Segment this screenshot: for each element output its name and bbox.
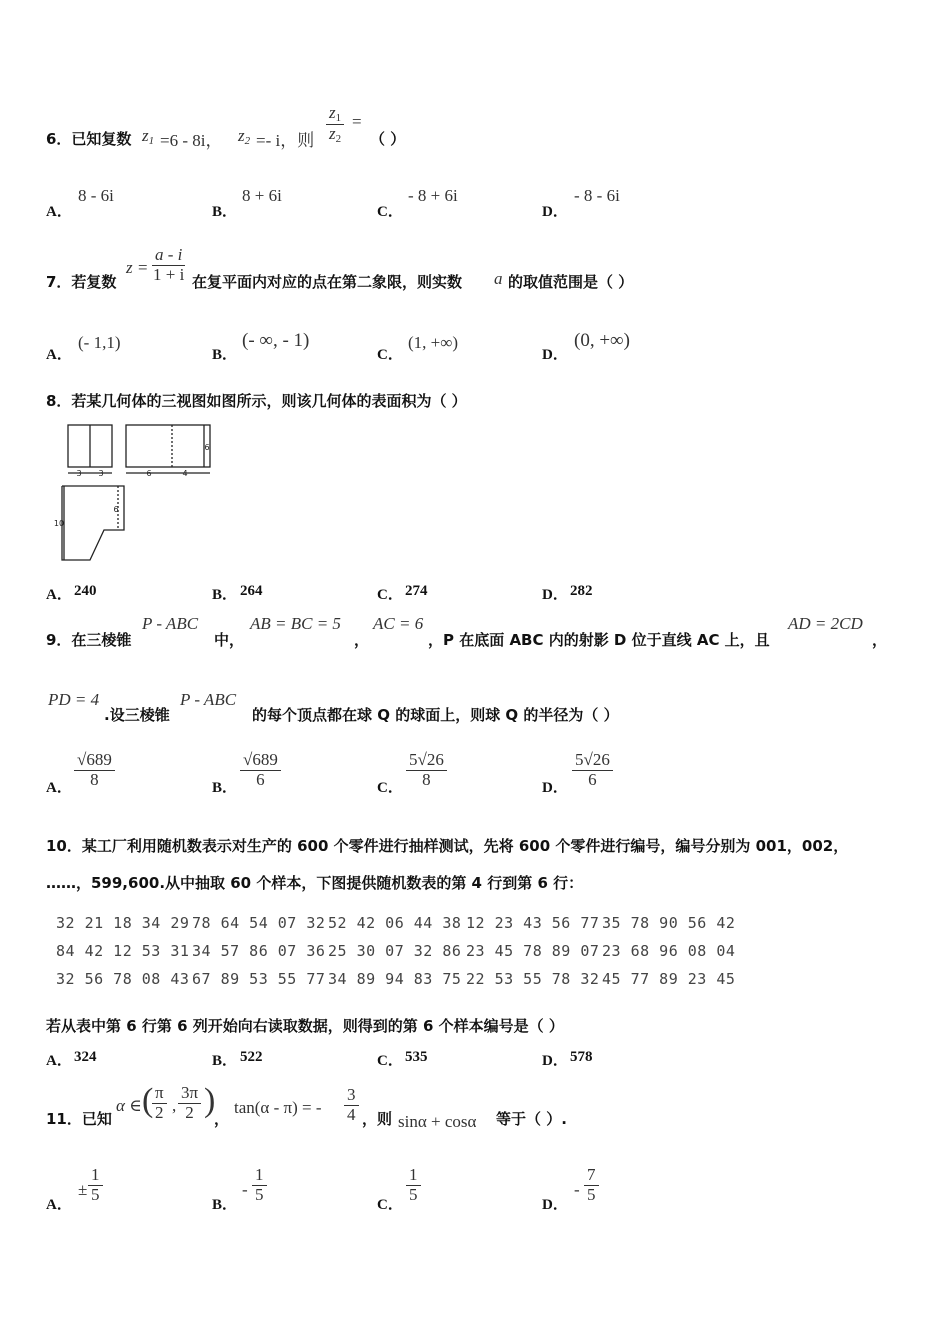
rand-r2-c5: 23 68 96 08 04 xyxy=(602,942,736,960)
q8-option-a-value[interactable]: 240 xyxy=(74,583,97,599)
top-view xyxy=(62,486,124,560)
rand-r2-c2: 34 57 86 07 36 xyxy=(192,942,326,960)
q6-stem-b: （ ） xyxy=(370,130,406,148)
q9-stem-d: 的每个顶点都在球 Q 的球面上，则球 Q 的半径为（ ） xyxy=(252,706,619,724)
q7-stem-c: 的取值范围是（ ） xyxy=(508,273,634,291)
q9-b-den: 6 xyxy=(256,769,265,789)
q9-stem-b: ，P 在底面 ABC 内的射影 D 位于直线 AC 上，且 xyxy=(428,631,770,649)
q11-3pi2 xyxy=(178,1084,201,1122)
dim-3-b: 3 xyxy=(98,469,104,478)
q10-option-b-value[interactable]: 522 xyxy=(240,1049,263,1065)
q11-comma: , xyxy=(172,1096,177,1115)
q6-z1: $z_1$ xyxy=(142,126,155,147)
q11-comma2: ， xyxy=(214,1110,230,1128)
q9-stem-c: .设三棱锥 xyxy=(104,706,170,724)
q8-option-b-value[interactable]: 264 xyxy=(240,583,263,599)
q11-option-a-value[interactable] xyxy=(88,1166,103,1204)
q7-stem-b: 在复平面内对应的点在第二象限，则实数 xyxy=(192,273,463,291)
q8-stem: 8．若某几何体的三视图如图所示，则该几何体的表面积为（ ） xyxy=(46,392,467,410)
three-view-figure xyxy=(54,420,224,570)
q6-z-ratio: $\frac{z_1}{z_2}$ xyxy=(326,104,344,145)
dim-6: 6 xyxy=(146,469,152,478)
q9-option-d-value[interactable] xyxy=(572,751,613,789)
q6-option-b-label[interactable]: B． xyxy=(212,204,238,220)
q11-option-d-value[interactable] xyxy=(584,1166,599,1204)
q8-option-c-value[interactable]: 274 xyxy=(405,583,428,599)
dim-h10: 10 xyxy=(54,519,65,528)
q9-comma2: ， xyxy=(872,631,888,649)
q6-z1-eq: =6 - 8i， xyxy=(160,131,223,150)
q9-option-c-label[interactable]: C． xyxy=(377,780,403,796)
rand-r2-c1: 84 42 12 53 31 xyxy=(56,942,190,960)
rand-r1-c1: 32 21 18 34 29 xyxy=(56,914,190,932)
q9-stem-a: 9．在三棱锥 xyxy=(46,631,132,649)
q10-stem-c: 若从表中第 6 行第 6 列开始向右读取数据，则得到的第 6 个样本编号是（ ） xyxy=(46,1017,564,1035)
q11-3pi2-den: 2 xyxy=(185,1102,194,1122)
q11-b-num: 1 xyxy=(252,1166,267,1186)
q9-a-den: 8 xyxy=(90,769,99,789)
dim-h6b: 6 xyxy=(113,505,119,514)
q11-option-b-sign[interactable]: - xyxy=(242,1180,248,1199)
q9-zhong: 中， xyxy=(214,631,245,649)
q6-option-d-label[interactable]: D． xyxy=(542,204,568,220)
q11-option-a-label[interactable]: A． xyxy=(46,1197,72,1213)
q9-option-a-label[interactable]: A． xyxy=(46,780,72,796)
rand-r3-c1: 32 56 78 08 43 xyxy=(56,970,190,988)
q9-a-num: √689 xyxy=(74,751,115,771)
q9-d-den: 6 xyxy=(588,769,597,789)
q7-fraction xyxy=(150,246,187,284)
q7-option-a-value[interactable]: (- 1,1) xyxy=(78,333,121,352)
q11-c-den: 5 xyxy=(409,1184,418,1204)
q7-num: a - i xyxy=(152,246,185,266)
rand-r2-c3: 25 30 07 32 86 xyxy=(328,942,462,960)
q11-option-d-sign[interactable]: - xyxy=(574,1180,580,1199)
side-view xyxy=(126,425,210,467)
q11-pi2-den: 2 xyxy=(155,1102,164,1122)
q7-den: 1 + i xyxy=(153,264,185,284)
q9-comma1: ， xyxy=(354,631,370,649)
q6-z2: $z_2$ xyxy=(238,126,251,147)
q6-equals: = xyxy=(352,112,362,131)
q9-b-num: √689 xyxy=(240,751,281,771)
q9-c-den: 8 xyxy=(422,769,431,789)
q11-option-d-label[interactable]: D． xyxy=(542,1197,568,1213)
q11-option-a-sign[interactable]: ± xyxy=(78,1180,88,1199)
q8-option-d-value[interactable]: 282 xyxy=(570,583,593,599)
q11-c-num: 1 xyxy=(406,1166,421,1186)
rand-r2-c4: 23 45 78 89 07 xyxy=(466,942,600,960)
q7-stem-a: 7．若复数 xyxy=(46,273,117,291)
dim-4: 4 xyxy=(182,469,188,478)
q7-option-c-label[interactable]: C． xyxy=(377,347,403,363)
q10-option-c-label[interactable]: C． xyxy=(377,1053,403,1069)
q11-option-c-value[interactable] xyxy=(406,1166,421,1204)
q9-pabc2: P - ABC xyxy=(180,690,237,709)
rand-r1-c5: 35 78 90 56 42 xyxy=(602,914,736,932)
q9-option-d-label[interactable]: D． xyxy=(542,780,568,796)
rand-r1-c3: 52 42 06 44 38 xyxy=(328,914,462,932)
q11-stem-a: 11．已知 xyxy=(46,1110,112,1128)
q11-pi2 xyxy=(152,1084,167,1122)
q11-then: ，则 xyxy=(362,1110,393,1128)
q7-option-d-label[interactable]: D． xyxy=(542,347,568,363)
q9-ac: AC = 6 xyxy=(373,614,424,633)
q6-option-a-value[interactable]: 8 - 6i xyxy=(78,186,114,205)
rand-r3-c5: 45 77 89 23 45 xyxy=(602,970,736,988)
q11-option-b-label[interactable]: B． xyxy=(212,1197,238,1213)
q7-z: z = xyxy=(126,258,149,277)
q8-option-b-label[interactable]: B． xyxy=(212,587,238,603)
rand-r3-c3: 34 89 94 83 75 xyxy=(328,970,462,988)
q8-option-c-label[interactable]: C． xyxy=(377,587,403,603)
q6-option-c-label[interactable]: C． xyxy=(377,204,403,220)
q11-b-den: 5 xyxy=(255,1184,264,1204)
q9-pabc: P - ABC xyxy=(142,614,199,633)
q9-ab: AB = BC = 5 xyxy=(250,614,341,633)
q11-tan-frac xyxy=(344,1086,359,1124)
q11-expr: sinα + cosα xyxy=(398,1112,477,1131)
q7-option-c-value[interactable]: (1, +∞) xyxy=(408,333,459,352)
q9-option-b-label[interactable]: B． xyxy=(212,780,238,796)
q9-d-num: 5√26 xyxy=(572,751,613,771)
dim-h6: 6 xyxy=(204,443,210,452)
q11-stem-b: 等于（ ）. xyxy=(496,1110,567,1128)
q11-tan-num: 3 xyxy=(344,1086,359,1106)
q7-option-a-label[interactable]: A． xyxy=(46,347,72,363)
q11-rparen: ) xyxy=(204,1082,216,1119)
rand-r1-c4: 12 23 43 56 77 xyxy=(466,914,600,932)
q9-option-a-value[interactable] xyxy=(74,751,115,789)
q10-stem-a: 10．某工厂利用随机数表示对生产的 600 个零件进行抽样测试，先将 600 个零件进行编号，编号分别为 001，002， xyxy=(46,837,849,855)
q11-3pi2-num: 3π xyxy=(178,1084,201,1104)
q10-option-b-label[interactable]: B． xyxy=(212,1053,238,1069)
q11-alpha-in: α ∈ xyxy=(116,1096,142,1115)
q6-option-c-value[interactable]: - 8 + 6i xyxy=(408,186,458,205)
q11-a-den: 5 xyxy=(91,1184,100,1204)
q7-option-d-value[interactable]: (0, +∞) xyxy=(574,330,630,351)
q6-option-b-value[interactable]: 8 + 6i xyxy=(242,186,282,205)
q7-option-b-label[interactable]: B． xyxy=(212,347,238,363)
q10-option-a-value[interactable]: 324 xyxy=(74,1049,97,1065)
q7-var: a xyxy=(494,269,503,288)
q6-stem-a: 6．已知复数 xyxy=(46,130,132,148)
q9-option-b-value[interactable] xyxy=(240,751,281,789)
q8-option-a-label[interactable]: A． xyxy=(46,587,72,603)
q11-d-den: 5 xyxy=(587,1184,596,1204)
q11-tan: tan(α - π) = - xyxy=(234,1098,322,1117)
q11-d-num: 7 xyxy=(584,1166,599,1186)
q6-option-d-value[interactable]: - 8 - 6i xyxy=(574,186,620,205)
q9-pd: PD = 4 xyxy=(48,690,100,709)
q9-option-c-value[interactable] xyxy=(406,751,447,789)
rand-r3-c2: 67 89 53 55 77 xyxy=(192,970,326,988)
q11-pi2-num: π xyxy=(152,1084,167,1104)
q11-option-c-label[interactable]: C． xyxy=(377,1197,403,1213)
q10-option-d-value[interactable]: 578 xyxy=(570,1049,593,1065)
q11-a-num: 1 xyxy=(88,1166,103,1186)
q9-ad: AD = 2CD xyxy=(788,614,863,633)
q9-c-num: 5√26 xyxy=(406,751,447,771)
dim-3-a: 3 xyxy=(76,469,82,478)
rand-r1-c2: 78 64 54 07 32 xyxy=(192,914,326,932)
q11-lparen: ( xyxy=(142,1082,154,1119)
q10-option-d-label[interactable]: D． xyxy=(542,1053,568,1069)
q11-option-b-value[interactable] xyxy=(252,1166,267,1204)
q11-tan-den: 4 xyxy=(347,1104,356,1124)
q10-option-c-value[interactable]: 535 xyxy=(405,1049,428,1065)
q10-option-a-label[interactable]: A． xyxy=(46,1053,72,1069)
q8-option-d-label[interactable]: D． xyxy=(542,587,568,603)
q10-stem-b: ……，599,600.从中抽取 60 个样本，下图提供随机数表的第 4 行到第 6 行： xyxy=(46,874,584,892)
q6-z2-eq: =- i，则 xyxy=(256,131,315,150)
q6-option-a-label[interactable]: A． xyxy=(46,204,72,220)
q7-option-b-value[interactable]: (- ∞, - 1) xyxy=(242,330,310,351)
rand-r3-c4: 22 53 55 78 32 xyxy=(466,970,600,988)
